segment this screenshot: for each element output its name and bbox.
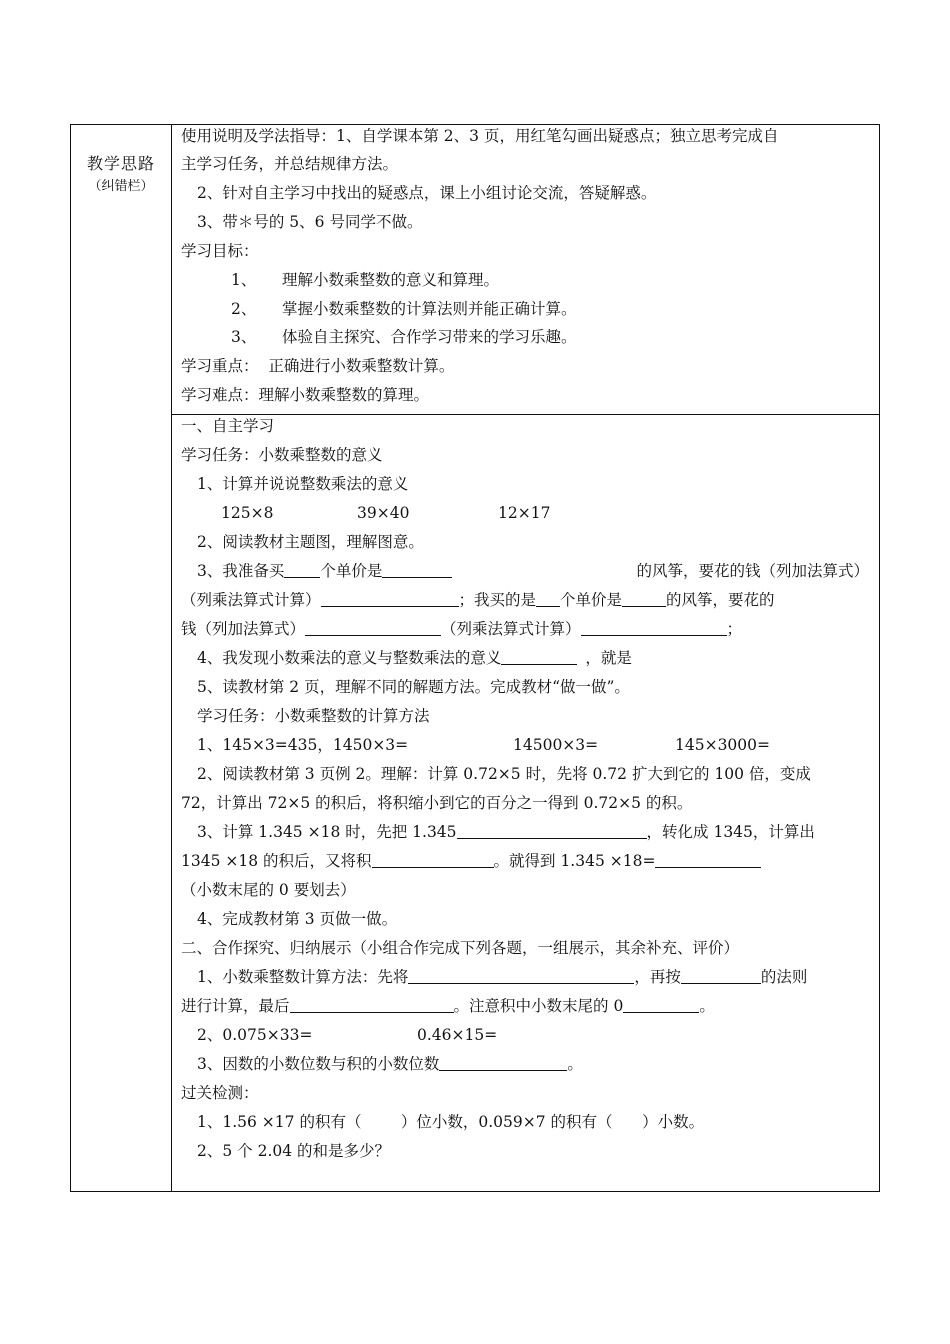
side-column-header [71,152,171,198]
answer-blank[interactable] [655,851,761,868]
s2q3-text: 。 [567,1055,583,1073]
task1-question-3-line-1 [197,560,869,582]
calc-item: 39×40 [357,504,410,522]
q3-text: （列乘法算式计算） [441,620,581,638]
section-2-title: 二、合作探究、归纳展示（小组合作完成下列各题，一组展示，其余补充、评价） [181,939,740,957]
task1-question-4 [197,647,632,669]
goal-text: 体验自主探究、合作学习带来的学习乐趣。 [282,328,577,346]
answer-blank[interactable] [372,851,494,868]
section-1-title: 一、自主学习 [181,417,275,435]
q3-text: ；我买的是 [458,591,537,609]
s2q1-text: 。 [699,997,715,1015]
lesson-table [70,124,880,1192]
answer-blank[interactable] [622,590,666,607]
calc-item: 125×8 [221,504,274,522]
instruction-line-2: 主学习任务，并总结规律方法。 [181,155,399,173]
q3-text: 个单价是 [320,562,383,580]
answer-blank[interactable] [681,967,761,984]
goal-number: 3、 [231,328,257,346]
answer-blank[interactable] [439,1054,567,1071]
task-1-title: 学习任务：小数乘整数的意义 [181,446,383,464]
instruction-line-4: 3、带＊号的 5、6 号同学不做。 [197,213,423,231]
difficulty-point: 学习难点：理解小数乘整数的算理。 [181,386,430,404]
answer-blank[interactable] [321,590,459,607]
task2-question-3-note: （小数末尾的 0 要划去） [181,881,356,899]
key-point: 学习重点： 正确进行小数乘整数计算。 [181,357,455,375]
check-question-2: 2、5 个 2.04 的和是多少？ [197,1142,391,1160]
q3-text: 3、我准备买 [197,562,285,580]
calc-item: 145×3000= [675,736,771,754]
q3-text: ； [726,620,743,638]
answer-blank[interactable] [305,619,441,636]
s2q1-text: 的法则 [760,968,808,986]
side-subtitle: （纠错栏） [88,179,154,194]
task1-question-3-line-2 [181,589,775,611]
task2-question-3-line-2 [181,850,761,872]
s2q1-text: 进行计算，最后 [181,997,290,1015]
q3-text: 的风筝，要花的钱（列加法算式） [636,562,869,580]
task1-question-2: 2、阅读教材主题图，理解图意。 [197,533,424,551]
task2-question-2-line-1: 2、阅读教材第 3 页例 2。理解：计算 0.72×5 时，先将 0.72 扩大到它的 100 倍，变成 [197,765,811,783]
goal-text: 理解小数乘整数的意义和算理。 [282,271,500,289]
goal-number: 2、 [231,300,257,318]
s2q1-text: 1、小数乘整数计算方法：先将 [197,968,409,986]
instruction-line-3: 2、针对自主学习中找出的疑惑点，课上小组讨论交流，答疑解惑。 [197,184,657,202]
check-question-1: 1、1.56 ×17 的积有（ ）位小数，0.059×7 的积有（ ）小数。 [197,1113,705,1131]
answer-blank[interactable] [457,822,647,839]
answer-blank[interactable] [623,996,699,1013]
s2q3-text: 3、因数的小数位数与积的小数位数 [197,1055,440,1073]
side-title: 教学思路 [86,154,155,173]
answer-blank[interactable] [408,967,634,984]
answer-blank[interactable] [290,996,454,1013]
answer-blank[interactable] [581,619,727,636]
answer-blank[interactable] [536,590,560,607]
answer-blank[interactable] [382,561,452,578]
q3-text: 1345 ×18 的积后，又将积 [181,852,372,870]
task1-question-1: 1、计算并说说整数乘法的意义 [197,475,409,493]
q3-text: 钱（列加法算式） [181,620,306,638]
section2-question-3 [197,1053,583,1075]
answer-blank[interactable] [284,561,320,578]
q3-text: 。就得到 1.345 ×18= [493,852,656,870]
task-2-title: 学习任务：小数乘整数的计算方法 [197,707,430,725]
calc-item: 14500×3= [513,736,599,754]
task1-question-3-line-3 [181,618,742,640]
q3-text: ，转化成 1345，计算出 [646,823,815,841]
calc-item: 1、145×3=435，1450×3= [197,736,409,754]
column-divider [171,125,172,1191]
q3-text: 的风筝，要花的 [666,591,775,609]
task2-question-4: 4、完成教材第 3 页做一做。 [197,910,398,928]
calc-item: 2、0.075×33= [197,1026,313,1044]
goal-number: 1、 [231,271,257,289]
s2q1-text: 。注意积中小数末尾的 0 [453,997,624,1015]
goal-text: 掌握小数乘整数的计算法则并能正确计算。 [282,300,577,318]
calc-item: 0.46×15= [417,1026,498,1044]
task1-question-5: 5、读教材第 2 页，理解不同的解题方法。完成教材“做一做”。 [197,678,630,696]
section2-question-1-line-1 [197,966,807,988]
s2q1-text: ，再按 [634,968,681,986]
task2-question-2-line-2: 72，计算出 72×5 的积后，将积缩小到它的百分之一得到 0.72×5 的积。 [181,794,693,812]
q4-text: ，就是 [585,649,632,667]
goals-title: 学习目标： [181,242,259,260]
answer-blank[interactable] [501,648,577,665]
q3-text: 3、计算 1.345 ×18 时，先把 1.345 [197,823,457,841]
check-title: 过关检测： [181,1084,259,1102]
task2-question-3-line-1 [197,821,815,843]
calc-item: 12×17 [498,504,551,522]
q3-text: 个单价是 [560,591,623,609]
section2-question-1-line-2 [181,995,715,1017]
q4-text: 4、我发现小数乘法的意义与整数乘法的意义 [197,649,502,667]
instruction-line-1: 使用说明及学法指导：1、自学课本第 2、3 页，用红笔勾画出疑惑点；独立思考完成自 [181,127,779,145]
row-divider [171,414,879,415]
q3-text: （列乘法算式计算） [181,591,321,609]
